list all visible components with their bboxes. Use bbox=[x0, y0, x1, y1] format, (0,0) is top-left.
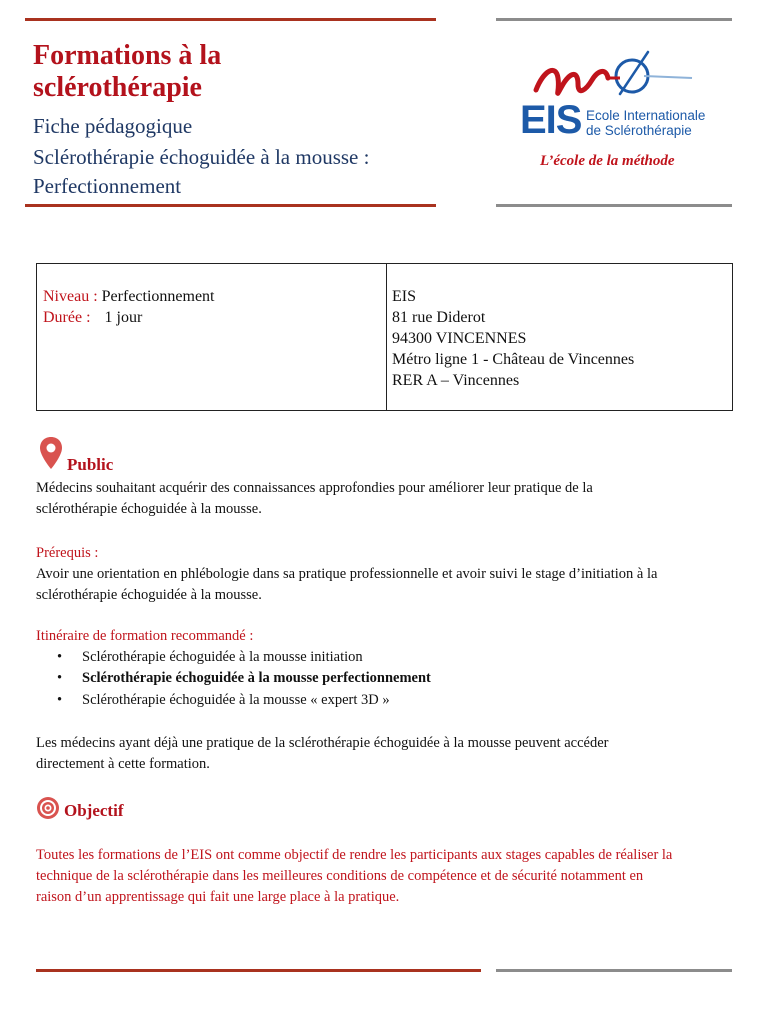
logo-line-1: Ecole Internationale bbox=[586, 108, 706, 123]
prereq-text-line-1: Avoir une orientation en phlébologie dans sa pratique professionnelle et avoir suivi le stage d’initiation à la bbox=[36, 566, 658, 582]
itinerary-item: Sclérothérapie échoguidée à la mousse initiation bbox=[82, 649, 363, 665]
duree-value: 1 jour bbox=[104, 309, 143, 326]
bullet-dot-icon: • bbox=[57, 649, 63, 665]
header-bottom-rule-left bbox=[25, 204, 436, 207]
footer-rule-right bbox=[496, 969, 732, 972]
duree-row bbox=[43, 307, 142, 328]
address-line: 94300 VINCENNES bbox=[392, 330, 527, 347]
itinerary-item: Sclérothérapie échoguidée à la mousse « expert 3D » bbox=[82, 692, 390, 708]
subtitle-line-3: Perfectionnement bbox=[33, 174, 182, 198]
address-line: EIS bbox=[392, 288, 416, 305]
objectif-text-line-3: raison d’un apprentissage qui fait une large place à la pratique. bbox=[36, 889, 400, 905]
niveau-label: Niveau : bbox=[43, 288, 98, 305]
header-bottom-rule-right bbox=[496, 204, 732, 207]
title-line-1: Formations à la bbox=[33, 40, 222, 71]
address-line: Métro ligne 1 - Château de Vincennes bbox=[392, 351, 635, 368]
prereq-text-line-2: sclérothérapie échoguidée à la mousse. bbox=[36, 587, 262, 603]
public-text-line-2: sclérothérapie échoguidée à la mousse. bbox=[36, 501, 262, 517]
info-table bbox=[36, 263, 733, 411]
bullet-dot-icon: • bbox=[57, 692, 63, 708]
niveau-row bbox=[43, 286, 215, 307]
niveau-value: Perfectionnement bbox=[101, 288, 215, 305]
address-line: RER A – Vincennes bbox=[392, 372, 520, 389]
bullet-dot-icon: • bbox=[57, 670, 63, 686]
objectif-text-line-2: technique de la sclérothérapie dans les meilleures conditions de compétence et de sécurité notamment en bbox=[36, 868, 644, 884]
logo-brand-text: EIS bbox=[520, 98, 582, 142]
page-title bbox=[33, 40, 453, 104]
footer-rule-left bbox=[36, 969, 481, 972]
objectif-text-line-1: Toutes les formations de l’EIS ont comme objectif de rendre les participants aux stages capables de réaliser la bbox=[36, 847, 673, 863]
duree-label: Durée : bbox=[43, 309, 91, 326]
target-icon bbox=[36, 796, 60, 820]
header-top-rule-left bbox=[25, 18, 436, 21]
logo-line-2: de Sclérothérapie bbox=[586, 123, 692, 138]
info-table-divider bbox=[386, 264, 387, 410]
address-line: 81 rue Diderot bbox=[392, 309, 486, 326]
note-text-line-2: directement à cette formation. bbox=[36, 756, 210, 772]
subtitle-line-2: Sclérothérapie échoguidée à la mousse : bbox=[33, 145, 370, 169]
itinerary-item-current: Sclérothérapie échoguidée à la mousse perfectionnement bbox=[82, 670, 431, 686]
prereq-label: Prérequis : bbox=[36, 545, 99, 561]
public-heading: Public bbox=[67, 455, 114, 474]
title-line-2: sclérothérapie bbox=[33, 72, 202, 103]
public-text-line-1: Médecins souhaitant acquérir des connaissances approfondies pour améliorer leur pratique de la bbox=[36, 480, 593, 496]
eis-logo bbox=[520, 48, 720, 176]
header-top-rule-right bbox=[496, 18, 732, 21]
logo-tagline: L’école de la méthode bbox=[540, 153, 675, 169]
subtitle-line-1: Fiche pédagogique bbox=[33, 114, 193, 138]
note-text-line-1: Les médecins ayant déjà une pratique de la sclérothérapie échoguidée à la mousse peuvent accéder bbox=[36, 735, 609, 751]
map-pin-icon bbox=[38, 436, 64, 470]
itinerary-label: Itinéraire de formation recommandé : bbox=[36, 628, 254, 644]
objectif-heading: Objectif bbox=[64, 801, 124, 820]
